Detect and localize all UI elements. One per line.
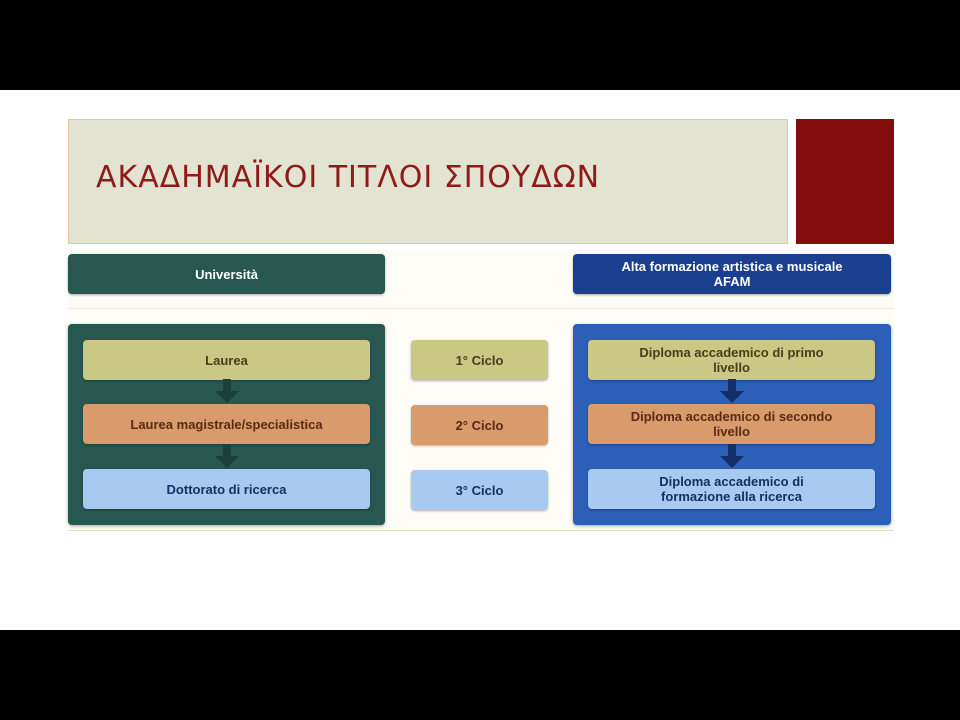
afam-level-1-line1: Diploma accademico di primo bbox=[639, 345, 824, 360]
down-arrow-icon bbox=[220, 379, 234, 403]
afam-header bbox=[573, 254, 891, 294]
cycle-3 bbox=[411, 470, 548, 510]
accent-block bbox=[796, 119, 894, 244]
university-level-1 bbox=[83, 340, 370, 380]
slide bbox=[0, 90, 960, 630]
university-level-3-label: Dottorato di ricerca bbox=[166, 481, 287, 497]
afam-level-3 bbox=[588, 469, 875, 509]
university-level-2-label: Laurea magistrale/specialistica bbox=[130, 416, 323, 432]
university-panel bbox=[68, 324, 385, 525]
afam-level-2-line1: Diploma accademico di secondo bbox=[630, 409, 833, 424]
down-arrow-icon bbox=[725, 444, 739, 468]
cycle-1-label: 1° Ciclo bbox=[455, 352, 504, 368]
university-header bbox=[68, 254, 385, 294]
afam-level-3-line1: Diploma accademico di bbox=[659, 474, 804, 489]
university-level-1-label: Laurea bbox=[205, 352, 248, 368]
afam-header-line2: AFAM bbox=[713, 274, 751, 289]
down-arrow-icon bbox=[725, 379, 739, 403]
afam-level-1 bbox=[588, 340, 875, 380]
afam-header-line1: Alta formazione artistica e musicale bbox=[621, 259, 843, 274]
title-box bbox=[68, 119, 788, 244]
university-header-label: Università bbox=[195, 266, 258, 282]
cycle-2 bbox=[411, 405, 548, 445]
afam-level-2 bbox=[588, 404, 875, 444]
slide-title: ΑΚΑΔΗΜΑΪΚΟΙ ΤΙΤΛΟΙ ΣΠΟΥΔΩΝ bbox=[96, 160, 601, 195]
degree-diagram bbox=[68, 250, 894, 531]
cycle-1 bbox=[411, 340, 548, 380]
university-level-2 bbox=[83, 404, 370, 444]
afam-level-1-line2: livello bbox=[713, 360, 750, 375]
afam-panel bbox=[573, 324, 891, 525]
divider bbox=[68, 308, 894, 309]
cycle-3-label: 3° Ciclo bbox=[455, 482, 504, 498]
cycle-2-label: 2° Ciclo bbox=[455, 417, 504, 433]
afam-level-2-line2: livello bbox=[713, 424, 750, 439]
university-level-3 bbox=[83, 469, 370, 509]
down-arrow-icon bbox=[220, 444, 234, 468]
afam-level-3-line2: formazione alla ricerca bbox=[661, 489, 802, 504]
